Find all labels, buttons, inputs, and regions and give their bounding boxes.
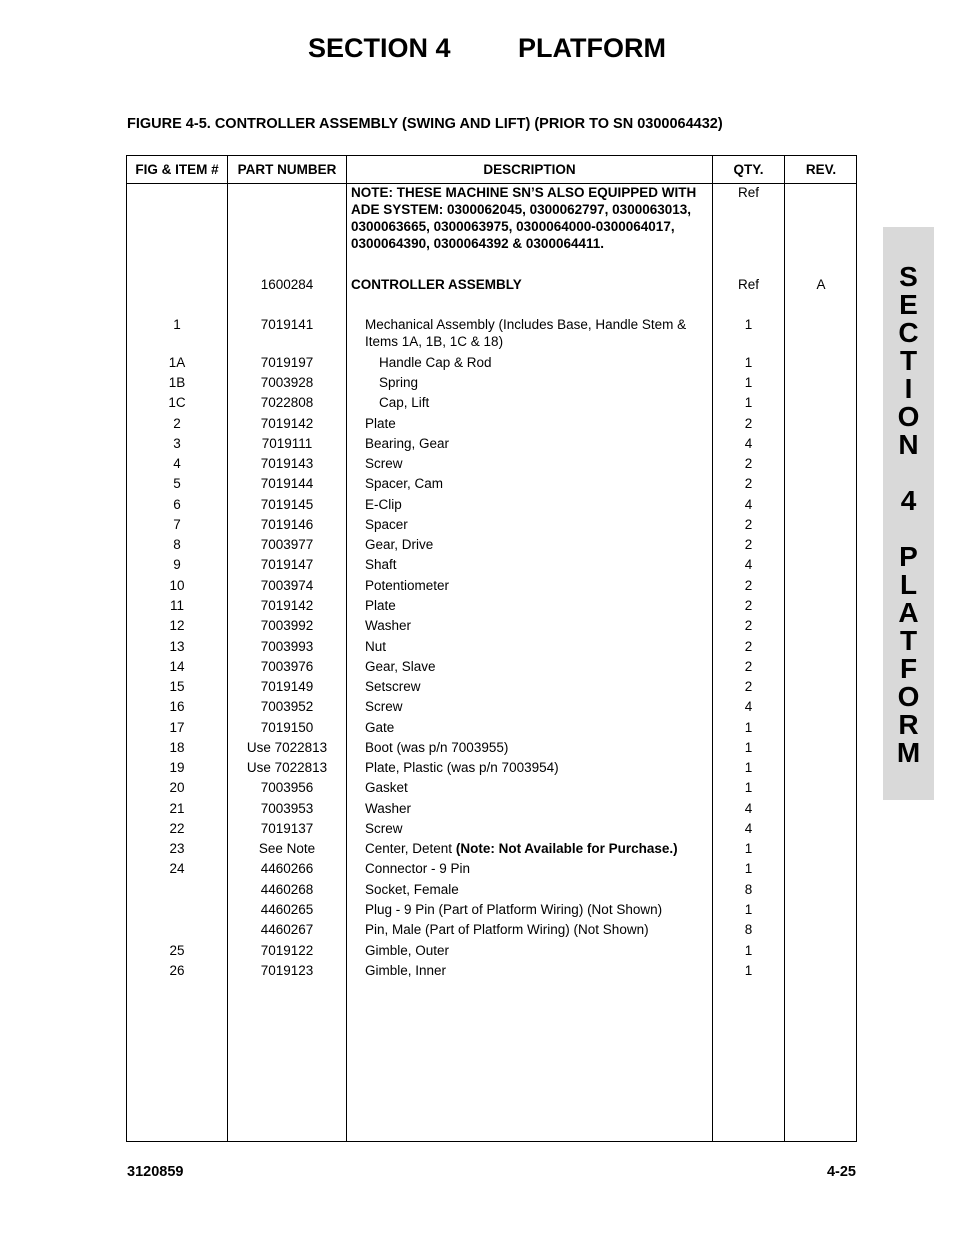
description-text: Washer <box>365 618 412 633</box>
side-tab-letter: A <box>898 597 919 628</box>
part-number-cell: 7019143 <box>260 456 314 471</box>
description-text: Plate <box>365 416 396 431</box>
description-cell <box>365 901 711 918</box>
fig-item-cell: 20 <box>169 780 185 795</box>
description-text: Gear, Drive <box>365 537 434 552</box>
fig-item-cell: 22 <box>169 821 185 836</box>
side-tab-letter: L <box>899 569 918 600</box>
description-cell <box>351 276 711 293</box>
side-tab-letter: O <box>897 681 920 712</box>
figure-title: FIGURE 4-5. CONTROLLER ASSEMBLY (SWING AND LIFT) (PRIOR TO SN 0300064432) <box>127 116 723 132</box>
fig-item-cell: 1A <box>168 355 186 370</box>
part-number-cell: 7019150 <box>260 720 314 735</box>
part-number-cell: 7003992 <box>260 618 314 633</box>
description-text: Screw <box>365 456 403 471</box>
qty-cell: 4 <box>744 801 753 816</box>
description-cell <box>379 374 711 391</box>
side-tab-letter: T <box>899 625 918 656</box>
section-title: PLATFORM <box>518 33 666 63</box>
section-number: SECTION 4 <box>308 33 451 63</box>
description-cell <box>365 415 711 432</box>
part-number-cell: 7019142 <box>260 598 314 613</box>
description-text: Gimble, Outer <box>365 943 450 958</box>
description-cell <box>351 184 709 252</box>
description-text: Spacer, Cam <box>365 476 444 491</box>
qty-cell: 1 <box>744 780 753 795</box>
side-tab-letter: 4 <box>900 485 917 516</box>
qty-cell: 4 <box>744 557 753 572</box>
qty-cell: 2 <box>744 517 753 532</box>
page-number: 4-25 <box>826 1164 856 1180</box>
qty-cell: 8 <box>744 882 753 897</box>
qty-cell: 1 <box>744 740 753 755</box>
part-number-cell: 7019111 <box>261 436 313 451</box>
part-number-cell: 7022808 <box>260 395 314 410</box>
part-number-cell: 7003928 <box>260 375 314 390</box>
description-text: Gasket <box>365 780 408 795</box>
description-cell <box>365 942 711 959</box>
part-number-cell: 7019197 <box>260 355 314 370</box>
side-tab-letter: S <box>899 261 918 292</box>
part-number-cell: 7019144 <box>260 476 314 491</box>
description-text: Potentiometer <box>365 578 450 593</box>
description-text: Spacer <box>365 517 408 532</box>
fig-item-cell: 14 <box>169 659 185 674</box>
description-cell <box>365 759 711 776</box>
description-cell <box>365 840 711 857</box>
description-text: Plug - 9 Pin (Part of Platform Wiring) (Not Shown) <box>365 902 663 917</box>
fig-item-cell: 2 <box>173 416 181 431</box>
fig-item-cell: 25 <box>169 943 185 958</box>
page-header <box>0 33 954 67</box>
description-text: Washer <box>365 801 412 816</box>
fig-item-cell: 17 <box>169 720 185 735</box>
description-cell <box>365 779 711 796</box>
description-text: NOTE: THESE MACHINE SN’S ALSO EQUIPPED WITH ADE SYSTEM: 0300062045, 0300062797, 0300063013, 0300063665, 0300063975, 0300064000-0300064017, 0300064390, 0300064392 & 0300064411. <box>351 185 697 251</box>
part-number-cell: 7003993 <box>260 639 314 654</box>
fig-item-cell: 3 <box>173 436 181 451</box>
description-cell <box>365 638 711 655</box>
qty-cell: 2 <box>744 618 753 633</box>
qty-cell: 1 <box>744 317 753 332</box>
description-cell <box>365 536 711 553</box>
description-cell <box>365 698 711 715</box>
fig-item-cell: 9 <box>173 557 181 572</box>
fig-item-cell: 16 <box>169 699 185 714</box>
description-cell <box>365 455 711 472</box>
side-tab-letter: O <box>897 401 920 432</box>
description-cell <box>365 921 711 938</box>
qty-cell: 2 <box>744 416 753 431</box>
fig-item-cell: 8 <box>173 537 181 552</box>
side-tab-letter: C <box>898 317 919 348</box>
column-header-qty: QTY. <box>733 162 764 177</box>
description-text: Screw <box>365 821 403 836</box>
description-cell <box>365 577 711 594</box>
part-number-cell: Use 7022813 <box>246 760 328 775</box>
description-text: Gimble, Inner <box>365 963 447 978</box>
column-header-description: DESCRIPTION <box>483 162 576 177</box>
part-number-cell: 4460265 <box>260 902 314 917</box>
description-text: CONTROLLER ASSEMBLY <box>351 277 522 292</box>
fig-item-cell: 26 <box>169 963 185 978</box>
side-tab-letter: R <box>898 709 919 740</box>
description-cell <box>365 556 711 573</box>
rev-cell: A <box>816 277 826 292</box>
qty-cell: 1 <box>744 395 753 410</box>
description-text: Handle Cap & Rod <box>379 355 492 370</box>
part-number-cell: 7003976 <box>260 659 314 674</box>
side-tab-letter: I <box>904 373 913 404</box>
part-number-cell: 7019122 <box>260 943 314 958</box>
qty-cell: 4 <box>744 436 753 451</box>
description-text: Connector - 9 Pin <box>365 861 471 876</box>
column-divider <box>784 156 785 1141</box>
description-text: Setscrew <box>365 679 421 694</box>
description-cell <box>365 597 711 614</box>
part-number-cell: 7019142 <box>260 416 314 431</box>
part-number-cell: 7003977 <box>260 537 314 552</box>
description-text: Bearing, Gear <box>365 436 450 451</box>
description-cell <box>379 394 711 411</box>
fig-item-cell: 13 <box>169 639 185 654</box>
qty-cell: 4 <box>744 699 753 714</box>
qty-cell: 2 <box>744 659 753 674</box>
qty-cell: 1 <box>744 760 753 775</box>
fig-item-cell: 1C <box>168 395 186 410</box>
description-cell <box>365 678 711 695</box>
side-tab-letter: N <box>898 429 919 460</box>
description-text: Mechanical Assembly (Includes Base, Handle Stem & Items 1A, 1B, 1C & 18) <box>365 317 687 349</box>
description-cell <box>365 435 711 452</box>
fig-item-cell: 21 <box>169 801 185 816</box>
fig-item-cell: 5 <box>173 476 181 491</box>
description-text: Center, Detent <box>365 841 453 856</box>
fig-item-cell: 18 <box>169 740 185 755</box>
qty-cell: 2 <box>744 578 753 593</box>
description-text: Plate <box>365 598 396 613</box>
description-text: Gear, Slave <box>365 659 436 674</box>
description-cell <box>365 496 711 513</box>
description-cell <box>365 316 711 350</box>
fig-item-cell: 1B <box>168 375 186 390</box>
side-tab-letter: M <box>896 737 921 768</box>
qty-cell: Ref <box>737 277 759 292</box>
description-cell <box>365 658 711 675</box>
description-text: Nut <box>365 639 387 654</box>
description-text: Spring <box>379 375 419 390</box>
description-text: Gate <box>365 720 395 735</box>
fig-item-cell: 12 <box>169 618 185 633</box>
fig-item-cell: 7 <box>173 517 181 532</box>
qty-cell: 1 <box>744 841 753 856</box>
fig-item-cell: 4 <box>173 456 181 471</box>
description-cell <box>365 739 711 756</box>
part-number-cell: 7019149 <box>260 679 314 694</box>
fig-item-cell: 11 <box>169 598 184 613</box>
qty-cell: Ref <box>737 185 759 200</box>
part-number-cell: Use 7022813 <box>246 740 328 755</box>
column-header-fig: FIG & ITEM # <box>135 162 219 177</box>
part-number-cell: 7019147 <box>260 557 314 572</box>
column-header-rev: REV. <box>805 162 837 177</box>
document-number: 3120859 <box>127 1164 184 1180</box>
column-divider <box>346 156 347 1141</box>
qty-cell: 2 <box>744 598 753 613</box>
qty-cell: 1 <box>744 943 753 958</box>
part-number-cell: See Note <box>258 841 316 856</box>
part-number-cell: 7019137 <box>260 821 314 836</box>
part-number-cell: 7003952 <box>260 699 314 714</box>
description-text: Boot (was p/n 7003955) <box>365 740 509 755</box>
qty-cell: 1 <box>744 375 753 390</box>
description-text: Cap, Lift <box>379 395 430 410</box>
part-number-cell: 7003974 <box>260 578 314 593</box>
qty-cell: 2 <box>744 456 753 471</box>
fig-item-cell: 24 <box>169 861 185 876</box>
fig-item-cell: 19 <box>169 760 185 775</box>
part-number-cell: 7003953 <box>260 801 314 816</box>
part-number-cell: 1600284 <box>260 277 314 292</box>
description-cell <box>365 719 711 736</box>
part-number-cell: 7019141 <box>260 317 314 332</box>
description-cell <box>379 354 711 371</box>
fig-item-cell: 6 <box>173 497 181 512</box>
qty-cell: 2 <box>744 476 753 491</box>
qty-cell: 1 <box>744 963 753 978</box>
section-side-tab <box>883 227 934 800</box>
side-tab-letter: T <box>899 345 918 376</box>
qty-cell: 1 <box>744 355 753 370</box>
description-cell <box>365 881 711 898</box>
fig-item-cell: 23 <box>169 841 185 856</box>
part-number-cell: 4460267 <box>260 922 314 937</box>
part-number-cell: 7019123 <box>260 963 314 978</box>
qty-cell: 1 <box>744 861 753 876</box>
qty-cell: 2 <box>744 679 753 694</box>
qty-cell: 8 <box>744 922 753 937</box>
description-cell <box>365 860 711 877</box>
description-cell <box>365 962 711 979</box>
description-text: Socket, Female <box>365 882 459 897</box>
qty-cell: 4 <box>744 821 753 836</box>
qty-cell: 1 <box>744 720 753 735</box>
parts-table <box>126 155 857 1142</box>
description-text: Pin, Male (Part of Platform Wiring) (Not Shown) <box>365 922 649 937</box>
description-cell <box>365 820 711 837</box>
description-text: Plate, Plastic (was p/n 7003954) <box>365 760 559 775</box>
column-header-part-number: PART NUMBER <box>237 162 337 177</box>
side-tab-letter: F <box>899 653 918 684</box>
description-cell <box>365 617 711 634</box>
fig-item-cell: 10 <box>169 578 185 593</box>
part-number-cell: 7003956 <box>260 780 314 795</box>
part-number-cell: 4460268 <box>260 882 314 897</box>
side-tab-letter: E <box>899 289 918 320</box>
description-text: Screw <box>365 699 403 714</box>
qty-cell: 1 <box>744 902 753 917</box>
qty-cell: 2 <box>744 537 753 552</box>
description-cell <box>365 475 711 492</box>
description-text: E-Clip <box>365 497 402 512</box>
qty-cell: 4 <box>744 497 753 512</box>
description-cell <box>365 800 711 817</box>
fig-item-cell: 1 <box>173 317 181 332</box>
description-text: Shaft <box>365 557 397 572</box>
part-number-cell: 7019146 <box>260 517 314 532</box>
description-cell <box>365 516 711 533</box>
description-note: (Note: Not Available for Purchase.) <box>455 841 678 856</box>
side-tab-letter: P <box>899 541 918 572</box>
part-number-cell: 7019145 <box>260 497 314 512</box>
part-number-cell: 4460266 <box>260 861 314 876</box>
fig-item-cell: 15 <box>169 679 185 694</box>
qty-cell: 2 <box>744 639 753 654</box>
